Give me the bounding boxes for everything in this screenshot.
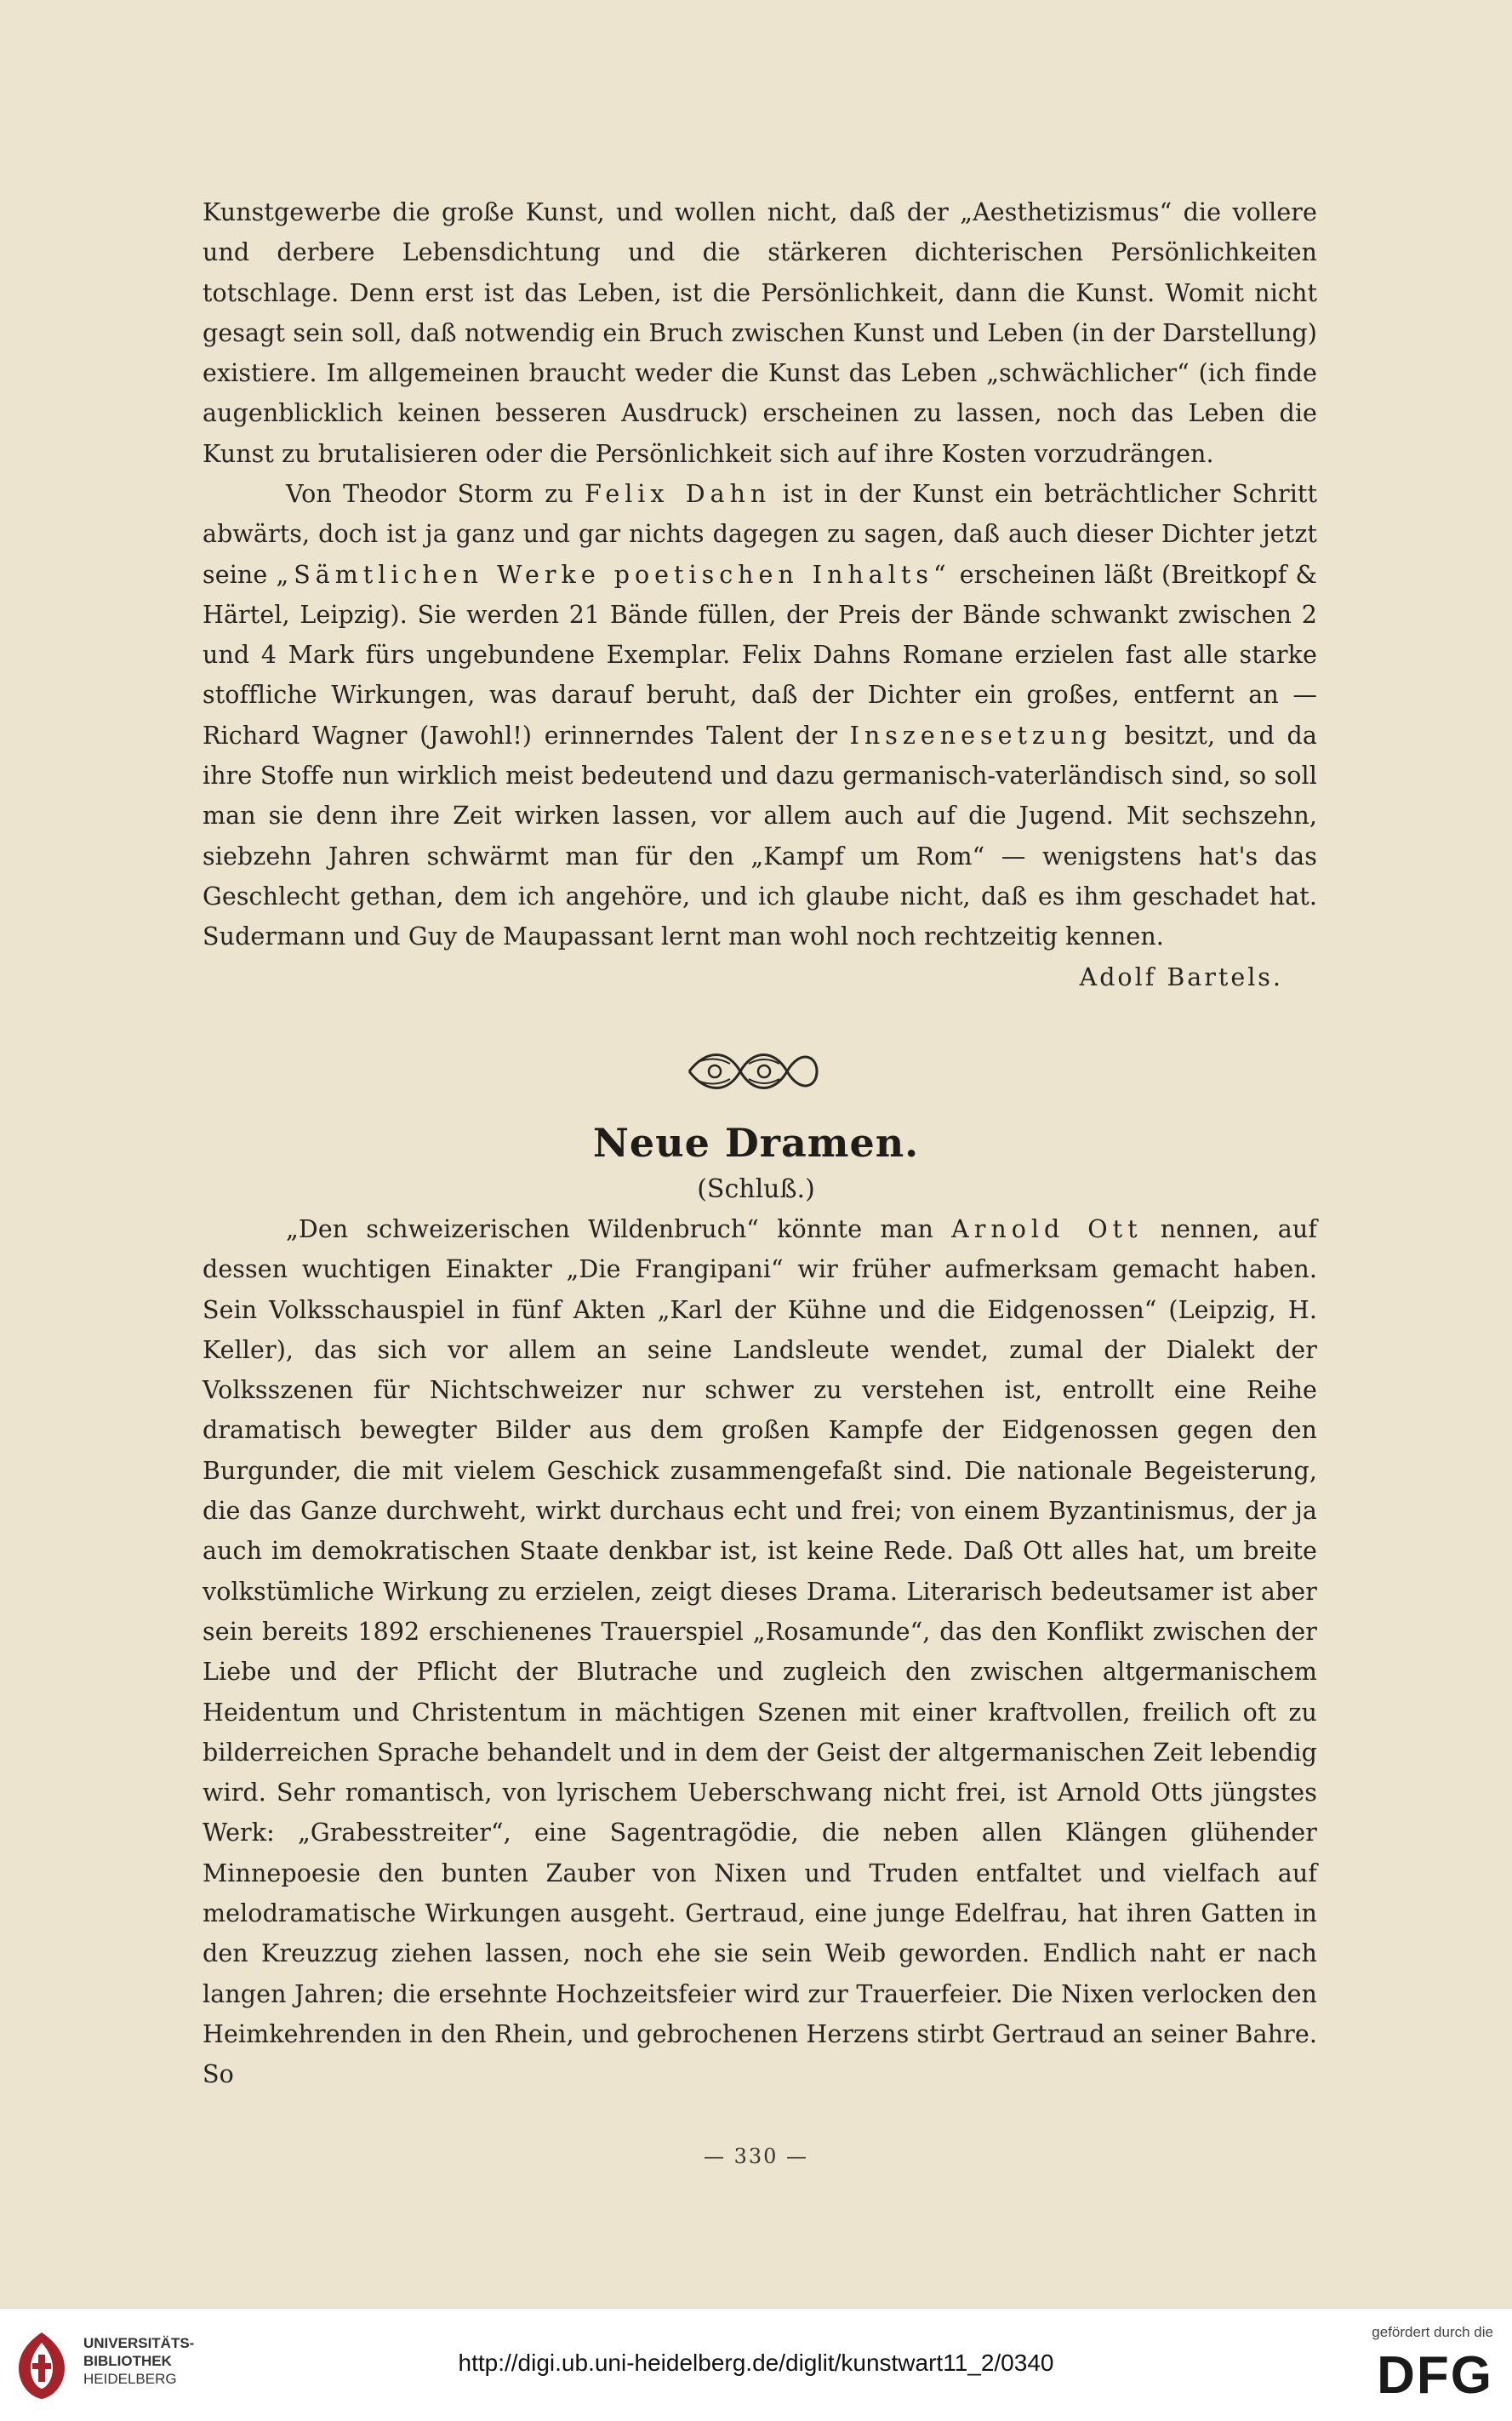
- permalink-url[interactable]: http://digi.ub.uni-heidelberg.de/diglit/kunstwart11_2/0340: [458, 2350, 1054, 2376]
- para3-text-b: nennen, auf dessen wuchtigen Einakter „Die Frangipani“ wir früher aufmerksam gemacht haben. Sein Volksschauspiel in fünf Akten „Karl der Kühne und die Eidgenossen“ (Leipzig, H. Keller), das sich vor allem an seine Landsleute wendet, zumal der Dialekt der Volksszenen für Nichtschweizer nur schwer zu verstehen ist, entrollt eine Reihe dramatisch bewegter Bilder aus dem großen Kampfe der Eidgenossen gegen den Burgunder, die mit vielem Geschick zusammengefaßt sind. Die nationale Begeisterung, die das Ganze durchweht, wirkt durchaus echt und frei; von einem Byzantinismus, der ja auch im demokratischen Staate denkbar ist, ist keine Rede. Daß Ott alles hat, um breite volkstümliche Wirkung zu erzielen, zeigt dieses Drama. Literarisch bedeutsamer ist aber sein bereits 1892 erschienenes Trauerspiel „Rosamunde“, das den Konflikt zwischen der Liebe und der Pflicht der Blutrache und zugleich den zwischen altgermanischem Heidentum und Christentum in mächtigen Szenen mit einer kraftvollen, freilich oft zu bilderreichen Sprache behandelt und in dem der Geist der altgermanischen Zeit lebendig wird. Sehr romantisch, von lyrischem Ueberschwang nicht frei, ist Arnold Otts jüngstes Werk: „Grabesstreiter“, eine Sagentragödie, die neben allen Klängen glühender Minnepoesie den bunten Zauber von Nixen und Truden entfaltet und vielfach auf melodramatische Wirkungen ausgeht. Gertraud, eine junge Edelfrau, hat ihren Gatten in den Kreuzzug ziehen lassen, noch ehe sie sein Weib geworden. Endlich naht er nach langen Jahren; die ersehnte Hochzeitsfeier wird zur Trauerfeier. Die Nixen verlocken den Heimkehrenden in den Rhein, und gebrochenen Herzens stirbt Gertraud an seiner Bahre. So: [203, 1215, 1317, 2089]
- ornament-divider: [681, 1045, 825, 1098]
- section-title: Neue Dramen.: [592, 1120, 920, 1166]
- uni-name-line1: UNIVERSITÄTS-: [83, 2335, 195, 2351]
- dfg-logo[interactable]: DFG: [1377, 2346, 1493, 2405]
- name-arnold-ott: Arnold Ott: [951, 1215, 1143, 1243]
- section-subtitle: (Schluß.): [697, 1174, 815, 1204]
- footer-bar: [0, 2308, 1512, 2421]
- para3-text-a: „Den schweizerischen Wildenbruch“ könnte man: [286, 1215, 952, 1243]
- title-saemtliche-werke: „Sämtlichen Werke poetischen Inhalts“: [276, 560, 951, 589]
- para2-text-b: ist in der Kunst ein beträchtlicher Schritt abwärts, doch ist ja ganz und gar nichts dagegen zu sagen, daß auch dieser Dichter jetzt seine: [203, 480, 1318, 589]
- page-number: — 330 —: [703, 2144, 809, 2168]
- para2-text-d: besitzt, und da ihre Stoffe nun wirklich meist bedeutend und dazu germanisch-vaterländisch sind, so soll man sie denn ihre Zeit wirken lassen, vor allem auch auf die Jugend. Mit sechszehn, siebzehn Jahren schwärmt man für den „Kampf um Rom“ — wenigstens hat's das Geschlecht gethan, dem ich angehöre, und ich glaube nicht, daß es ihm geschadet hat. Sudermann und Guy de Maupassant lernt man wohl noch rechtzeitig kennen.: [203, 721, 1317, 951]
- paragraph-felix-dahn: [203, 474, 1317, 997]
- funded-by-label: gefördert durch die: [1372, 2324, 1493, 2340]
- uni-name-line2: BIBLIOTHEK: [83, 2353, 172, 2369]
- para2-text-c: erscheinen läßt (Breitkopf & Härtel, Leipzig). Sie werden 21 Bände füllen, der Preis der Bände schwankt zwischen 2 und 4 Mark fürs ungebundene Exemplar. Felix Dahns Romane erzielen fast alle starke stoffliche Wirkungen, was darauf beruht, daß der Dichter ein großes, entfernt an — Richard Wagner (Jawohl!) erinnerndes Talent der: [203, 560, 1317, 750]
- uni-name-line3: HEIDELBERG: [83, 2371, 177, 2387]
- paragraph-neue-dramen: [203, 1209, 1317, 2095]
- paragraph-continued: Kunstgewerbe die große Kunst, und wollen nicht, daß der „Aesthetizismus“ die vollere und derbere Lebensdichtung und die stärkeren dichterischen Persönlichkeiten totschlage. Denn erst ist das Leben, ist die Persönlichkeit, dann die Kunst. Womit nicht gesagt sein soll, daß notwendig ein Bruch zwischen Kunst und Leben (in der Darstellung) existiere. Im allgemeinen braucht weder die Kunst das Leben „schwächlicher“ (ich finde augenblicklich keinen besseren Ausdruck) erscheinen zu lassen, noch das Leben die Kunst zu brutalisieren oder die Persönlichkeit sich auf ihre Kosten vorzudrängen.: [203, 198, 1317, 468]
- para2-text-a: Von Theodor Storm zu: [286, 480, 585, 508]
- term-inszenesetzung: Inszenesetzung: [849, 721, 1112, 750]
- name-felix-dahn: Felix Dahn: [585, 480, 772, 508]
- author-signature: Adolf Bartels.: [1079, 962, 1283, 991]
